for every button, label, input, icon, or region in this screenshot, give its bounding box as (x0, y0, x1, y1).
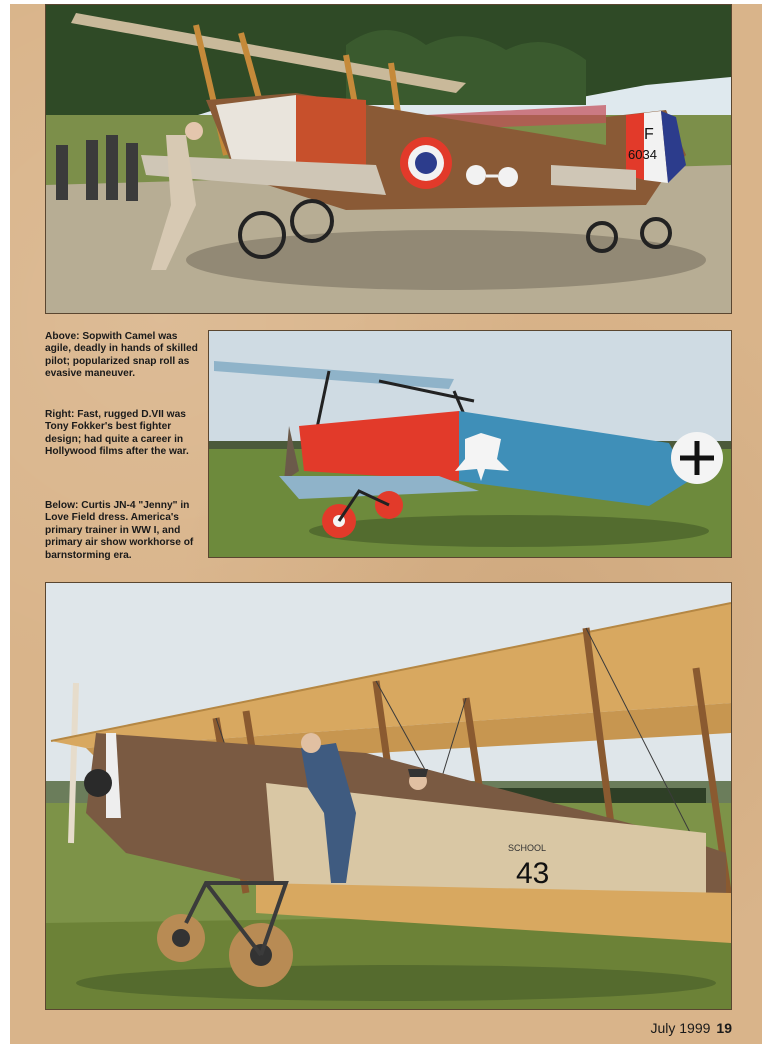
page-number: 19 (716, 1020, 732, 1036)
photo-curtiss-jenny (45, 582, 732, 1010)
caption-curtiss-jenny: Below: Curtis JN-4 "Jenny" in Love Field dress. America's primary trainer in WW I, and primary air show workhorse of barnstorming era. (45, 500, 194, 561)
caption-fokker-dvii: Right: Fast, rugged D.VII was Tony Fokker's best fighter design; had quite a career in Hollywood films after the war. (45, 409, 189, 458)
jenny-fuselage-text: SCHOOL (508, 843, 547, 853)
camel-tail-number: 6034 (628, 147, 657, 162)
issue-date: July 1999 (650, 1020, 711, 1036)
magazine-page (10, 4, 762, 1044)
photo-fokker-dvii (208, 330, 732, 558)
camel-tail-letter: F (644, 126, 654, 143)
page-footer (650, 1020, 732, 1036)
photo-sopwith-camel (45, 4, 732, 314)
jenny-fuselage-number: 43 (516, 857, 550, 890)
caption-sopwith-camel: Above: Sopwith Camel was agile, deadly in hands of skilled pilot; popularized snap roll as evasive maneuver. (45, 331, 198, 380)
